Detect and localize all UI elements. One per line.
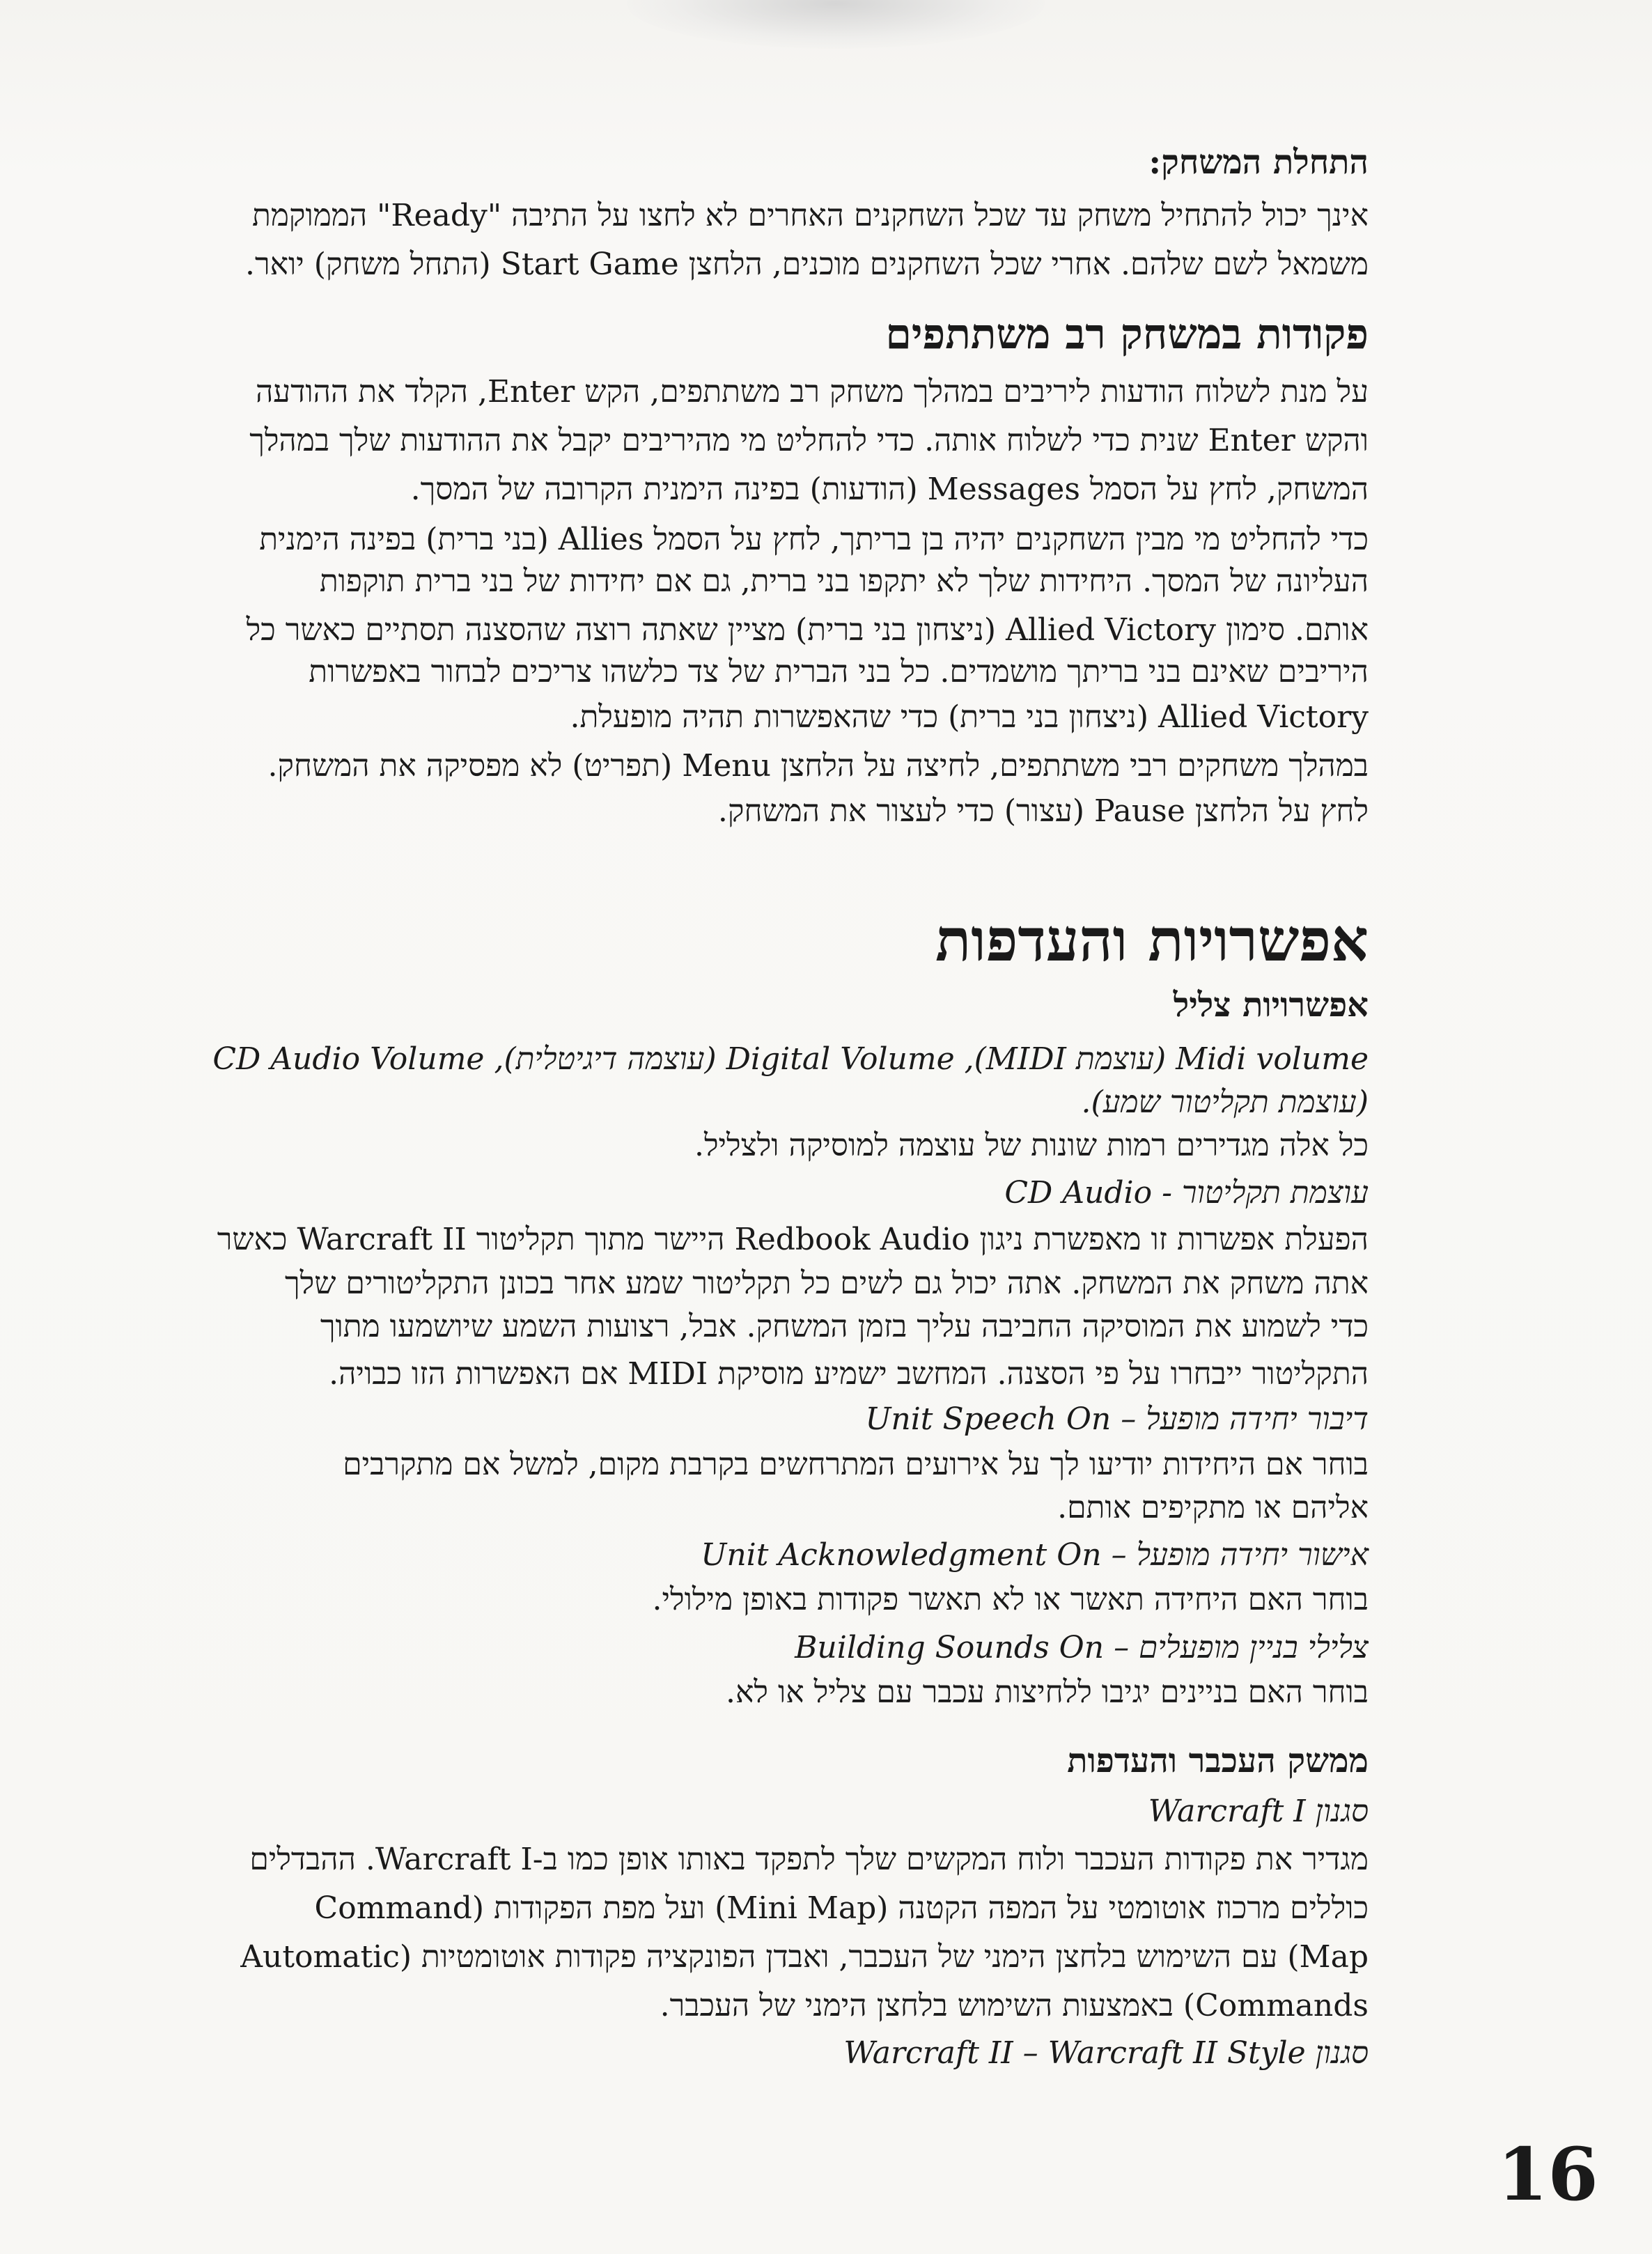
options-heading: אפשרויות והעדפות [935,906,1369,974]
multiplayer-line-10: לחץ על הלחצן Pause (עצור) כדי לעצור את המשחק. [717,793,1369,829]
warcraft2-style-option: סגנון Warcraft II – Warcraft II Style [843,2035,1369,2071]
warcraft1-style-line-4: Commands) באמצעות השימוש בלחצן הימני של העכבר. [660,1988,1369,2023]
multiplayer-line-7: היריבים שאינם בני בריתך מושמדים. כל בני הברית של צד כלשהו צריכים לבחור באפשרות [309,654,1369,690]
multiplayer-line-4: כדי להחליט מי מבין השחקנים יהיה בן בריתך, לחץ על הסמל Allies (בני ברית) בפינה הימנית [259,522,1369,557]
multiplayer-line-2: והקש Enter שנית כדי לשלוח אותה. כדי להחליט מי מהיריבים יקבל את ההודעות שלך במהלך [249,423,1369,458]
cd-audio-line-1: הפעלת אפשרות זו מאפשרת ניגון Redbook Audio היישר מתוך תקליטור Warcraft II כאשר [217,1222,1369,1257]
warcraft1-style-line-3: Map) עם השימוש בלחצן הימני של העכבר, ואבדן הפונקציה פקודות אוטומטיות (Automatic [240,1939,1369,1975]
warcraft1-style-line-2: כוללים מרכוז אוטומטי על המפה הקטנה (Mini Map) ועל מפת הפקודות (Command [314,1890,1369,1926]
multiplayer-line-9: במהלך משחקים רבי משתתפים, לחיצה על הלחצן Menu (תפריט) לא מפסיקה את המשחק. [267,748,1369,784]
building-sounds-line-1: בוחר האם בניינים יגיבו ללחיצות עכבר עם צליל או לא. [726,1674,1369,1710]
unit-speech-line-1: בוחר אם היחידות יודיעו לך על אירועים המתרחשים בקרבת מקום, למשל אם מתקרבים [343,1447,1369,1482]
warcraft1-style-line-1: מגדיר את פקודות העכבר ולוח המקשים שלך לתפקד באותו אופן כמו ב-Warcraft I. ההבדלים [249,1842,1369,1877]
volume-description: כל אלה מגדירים רמות שונות של עוצמה למוסיקה ולצליל. [694,1128,1369,1163]
cd-audio-line-4: התקליטור ייבחרו על פי הסצנה. המחשב ישמיע מוסיקת MIDI אם האפשרות הזו כבויה. [329,1356,1369,1392]
unit-speech-line-2: אליהם או מתקיפים אותם. [1057,1490,1369,1525]
start-game-line-1: אינך יכול להתחיל משחק עד שכל השחקנים האחרים לא לחצו על התיבה "Ready" הממוקמת [252,198,1369,233]
multiplayer-line-3: המשחק, לחץ על הסמל Messages (הודעות) בפינה הימנית הקרובה של המסך. [410,472,1369,507]
volume-option-line-2: (עוצמת תקליטור שמע). [1081,1085,1369,1120]
sound-options-heading: אפשרויות צליל [1173,986,1369,1025]
cd-audio-option: עוצמת תקליטור - CD Audio [1004,1175,1369,1211]
start-game-line-2: משמאל לשם שלהם. אחרי שכל השחקנים מוכנים, הלחצן Start Game (התחל משחק) יואר. [245,247,1369,282]
multiplayer-heading: פקודות במשחק רב משתתפים [885,310,1369,359]
multiplayer-line-1: על מנת לשלוח הודעות ליריבים במהלך משחק רב משתתפים, הקש Enter, הקלד את ההודעה [256,374,1369,410]
multiplayer-line-5: העליונה של המסך. היחידות שלך לא יתקפו בני ברית, גם אם יחידות של בני ברית תוקפות [319,564,1369,599]
volume-option-line-1: Midi volume (עוצמת MIDI), Digital Volume (עוצמה דיגיטלית), CD Audio Volume [212,1041,1369,1077]
cd-audio-line-2: אתה משחק את המשחק. אתה יכול גם לשים כל תקליטור שמע אחר בכונן התקליטורים שלך [285,1266,1369,1301]
unit-ack-option: אישור יחידה מופעל – Unit Acknowledgment On [701,1537,1369,1573]
cd-audio-line-3: כדי לשמוע את המוסיקה החביבה עליך בזמן המשחק. אבל, רצועות השמע שיושמעו מתוך [320,1309,1369,1344]
scan-shadow [627,0,1045,49]
start-game-heading: התחלת המשחק: [1148,143,1369,182]
unit-speech-option: דיבור יחידה מופעל – Unit Speech On [865,1401,1369,1437]
warcraft1-style-option: סגנון Warcraft I [1148,1794,1369,1829]
mouse-interface-heading: ממשק העכבר והעדפות [1067,1741,1369,1780]
multiplayer-line-6: אותם. סימון Allied Victory (ניצחון בני ברית) מציין שאתה רוצה שהסצנה תסתיים כאשר כל [246,612,1369,648]
multiplayer-line-8: Allied Victory (ניצחון בני ברית) כדי שהאפשרות תהיה מופעלת. [570,699,1369,735]
page-number: 16 [1497,2131,1598,2217]
unit-ack-line-1: בוחר האם היחידה תאשר או לא תאשר פקודות באופן מילולי. [652,1582,1369,1617]
building-sounds-option: צלילי בניין מופעלים – Building Sounds On [795,1630,1369,1665]
